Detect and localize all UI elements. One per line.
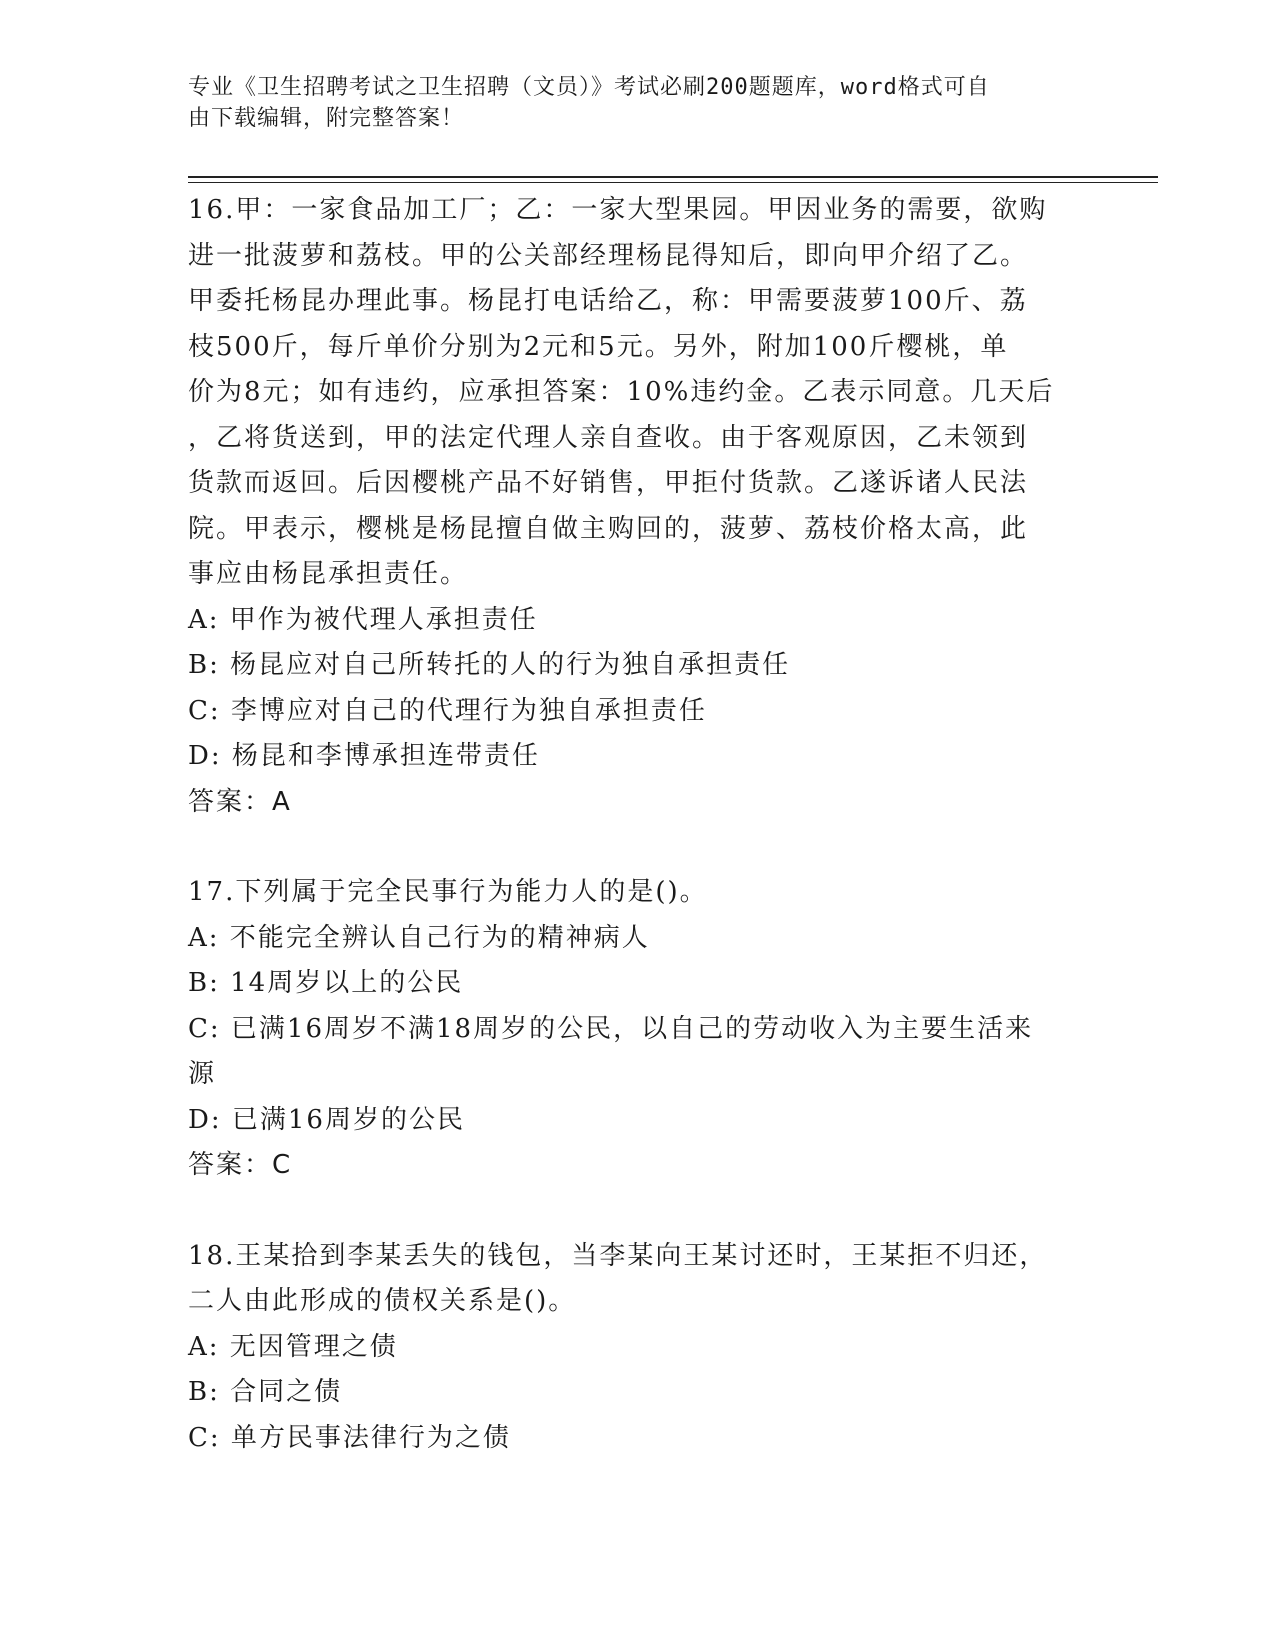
option-a: A: 无因管理之债 [188,1331,398,1362]
header-divider-thin [188,182,1158,183]
question-spacer [188,825,1088,870]
question-stem-line: 院。甲表示，樱桃是杨昆擅自做主购回的，菠萝、荔枝价格太高，此 [188,513,1029,544]
option-b: B: 14周岁以上的公民 [188,968,464,998]
option-a: A: 甲作为被代理人承担责任 [188,604,538,635]
option-c: C: 已满16周岁不满18周岁的公民，以自己的劳动收入为主要生活来 [188,1013,1034,1044]
question-stem-line: 二人由此形成的债权关系是()。 [188,1286,577,1316]
option-d: D: 杨昆和李博承担连带责任 [188,741,540,771]
header-line-2: 由下载编辑，附完整答案！ [188,106,465,131]
question-stem-line: 货款而返回。后因樱桃产品不好销售，甲拒付货款。乙遂诉诸人民法 [188,468,1029,498]
document-header [188,72,1068,134]
question-16 [188,188,1088,825]
option-b: B: 杨昆应对自己所转托的人的行为独自承担责任 [188,650,791,680]
question-spacer [188,1189,1088,1234]
question-stem-line: 进一批菠萝和荔枝。甲的公关部经理杨昆得知后，即向甲介绍了乙。 [188,240,1029,271]
question-stem-line: 价为8元；如有违约，应承担答案：10%违约金。乙表示同意。几天后 [188,377,1055,407]
option-b: B: 合同之债 [188,1377,343,1407]
question-18 [188,1234,1088,1462]
question-stem-line: 16.甲：一家食品加工厂；乙：一家大型果园。甲因业务的需要，欲购 [188,195,1048,225]
question-stem-line: 枝500斤，每斤单价分别为2元和5元。另外，附加100斤樱桃，单 [188,331,1009,362]
option-c: C: 李博应对自己的代理行为独自承担责任 [188,695,707,726]
answer-line: 答案：C [188,1150,293,1180]
question-list [188,188,1088,1461]
header-divider-thick [188,176,1158,178]
option-c: C: 单方民事法律行为之债 [188,1422,511,1453]
header-line-1: 专业《卫生招聘考试之卫生招聘（文员）》考试必刷200题题库，word格式可自 [188,75,990,100]
question-stem-line: 17.下列属于完全民事行为能力人的是()。 [188,877,708,907]
question-stem-line: ，乙将货送到，甲的法定代理人亲自查收。由于客观原因，乙未领到 [188,422,1029,453]
question-17 [188,870,1088,1189]
question-stem-line: 甲委托杨昆办理此事。杨昆打电话给乙，称：甲需要菠萝100斤、荔 [188,286,1028,316]
answer-line: 答案：A [188,786,292,817]
question-stem-line: 18.王某拾到李某丢失的钱包，当李某向王某讨还时，王某拒不归还， [188,1240,1048,1271]
option-a: A: 不能完全辨认自己行为的精神病人 [188,922,650,953]
question-stem-line: 事应由杨昆承担责任。 [188,559,469,589]
option-c-continued: 源 [188,1059,217,1089]
option-d: D: 已满16周岁的公民 [188,1104,465,1135]
